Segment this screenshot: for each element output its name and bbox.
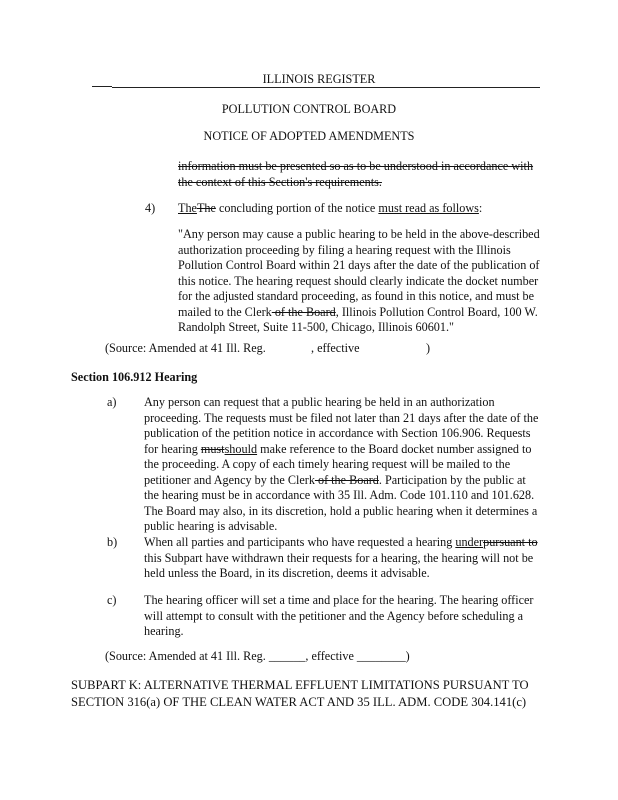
source-note-1: (Source: Amended at 41 Ill. Reg. — [105, 341, 266, 355]
para-a — [144, 395, 538, 535]
source-note-2: (Source: Amended at 41 Ill. Reg. ______, effective ________) — [105, 649, 410, 663]
para-line: will attempt to consult with the petitioner and the Agency before scheduling a — [144, 608, 524, 623]
para-line: the proceeding. A copy of each timely hearing request will be mailed to the — [144, 457, 511, 471]
inserted-text: under — [455, 535, 484, 549]
para-text: When all parties and participants who have requested a hearing — [144, 535, 456, 549]
subpart-heading — [71, 677, 529, 711]
inserted-text: should — [224, 441, 258, 456]
para-line: proceeding. The requests must be filed not later than 21 days after the date of the — [144, 410, 539, 425]
para-line: the hearing must be in accordance with 35 Ill. Adm. Code 101.110 and 101.628. — [144, 488, 535, 502]
para-c — [144, 593, 534, 640]
notice-title: NOTICE OF ADOPTED AMENDMENTS — [203, 129, 415, 143]
para-a-label: a) — [107, 395, 117, 409]
para-text: . Participation by the public at — [378, 472, 526, 487]
para-line: hearing. — [144, 624, 184, 638]
header-rule — [112, 87, 540, 88]
item-4-number: 4) — [145, 201, 156, 215]
quote-line: for the adjusted standard proceeding, as found in this notice, and must be — [178, 289, 535, 303]
quote-line: Pollution Control Board within 21 days after the date of the publication of — [178, 258, 540, 272]
subpart-line: SECTION 316(a) OF THE CLEAN WATER ACT AND 35 ILL. ADM. CODE 304.141(c) — [71, 695, 527, 709]
quote-line: this notice. The hearing request should clearly indicate the docket number — [178, 273, 539, 288]
item-4-text — [178, 201, 482, 217]
quote-text: mailed to the Clerk — [178, 304, 272, 319]
para-line: this Subpart have withdrawn their requests for a hearing, the hearing will not be — [144, 550, 534, 565]
para-line: held unless the Board, in its discretion, deems it advisable. — [144, 566, 430, 580]
para-b-label: b) — [107, 535, 118, 549]
quote-line: authorization proceeding by filing a hearing request with the Illinois — [178, 242, 511, 257]
para-line: Any person can request that a public hearing be held in an authorization — [144, 395, 495, 409]
inserted-text: must read as follows — [378, 201, 479, 215]
item-4-colon: : — [478, 201, 483, 215]
para-line: public hearing is advisable. — [144, 519, 278, 533]
section-heading: Section 106.912 Hearing — [71, 370, 198, 384]
para-line — [144, 535, 538, 551]
deleted-text: of the Board — [271, 304, 336, 319]
quote-line — [178, 305, 540, 321]
para-b — [144, 535, 538, 582]
deleted-text: must — [200, 441, 225, 456]
para-c-label: c) — [107, 593, 117, 607]
para-line: The hearing officer will set a time and place for the hearing. The hearing officer — [144, 593, 534, 607]
item-4-body: concluding portion of the notice — [215, 201, 379, 215]
source-note-1-effective: , effective — [311, 341, 360, 355]
register-title: ILLINOIS REGISTER — [262, 72, 376, 86]
para-line — [144, 473, 538, 489]
para-line — [144, 442, 538, 458]
notice-quote — [178, 227, 540, 336]
deleted-text: pursuant to — [483, 535, 538, 549]
deleted-text: of the Board — [314, 472, 379, 487]
inserted-text: The — [178, 201, 197, 215]
quote-line: "Any person may cause a public hearing to be held in the above-described — [178, 227, 540, 241]
struck-line: information must be presented so as to be understood in accordance with — [178, 159, 534, 173]
para-text: for hearing — [144, 441, 201, 456]
subpart-line: SUBPART K: ALTERNATIVE THERMAL EFFLUENT LIMITATIONS PURSUANT TO — [71, 678, 529, 692]
para-line: publication of the petition notice in accordance with Section 106.906. Requests — [144, 426, 531, 440]
para-text: petitioner and Agency by the Clerk — [144, 472, 315, 487]
struck-intro — [178, 159, 533, 190]
quote-line: Randolph Street, Suite 11-500, Chicago, Illinois 60601." — [178, 320, 455, 334]
para-text: make reference to the Board docket number assigned to — [257, 441, 532, 456]
source-note-1-close: ) — [426, 341, 431, 355]
para-line: The Board may also, in its discretion, hold a public hearing when it determines a — [144, 503, 538, 518]
struck-line: the context of this Section's requirements. — [178, 174, 382, 189]
deleted-text: The — [196, 201, 216, 215]
agency-title: POLLUTION CONTROL BOARD — [221, 102, 397, 116]
quote-text: , Illinois Pollution Control Board, 100 W. — [335, 304, 538, 319]
